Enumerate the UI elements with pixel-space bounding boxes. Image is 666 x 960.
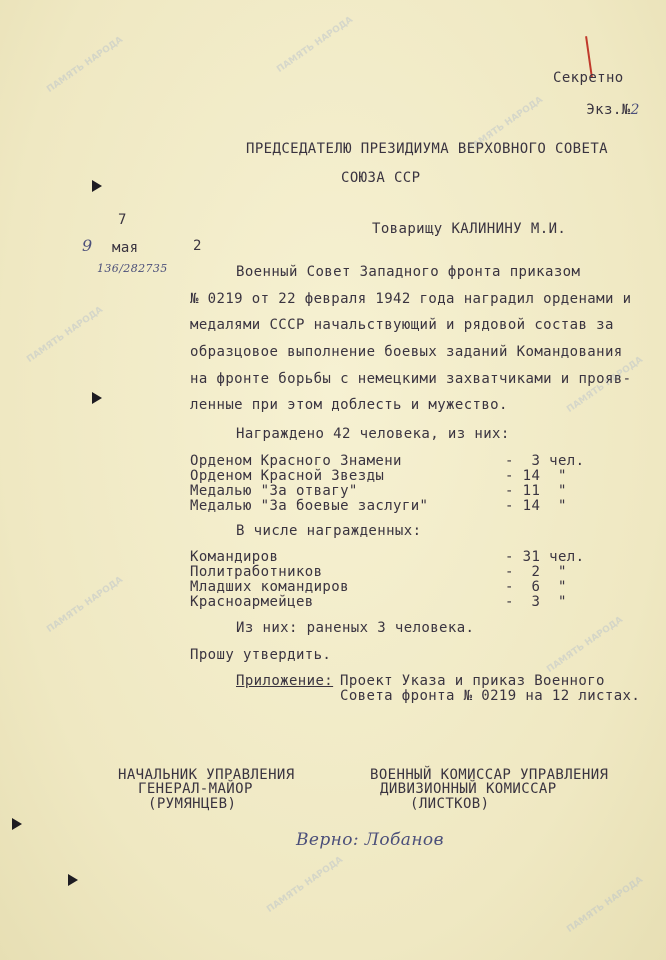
award-count: - 14 "	[505, 498, 567, 514]
award-count: - 14 "	[505, 468, 567, 484]
punch-hole-icon	[12, 818, 22, 830]
punch-hole-icon	[92, 392, 102, 404]
rank-count: - 6 "	[505, 579, 567, 595]
handwritten-certification: Верно: Лобанов	[296, 830, 444, 850]
body-line: медалями СССР начальствующий и рядовой состав за	[190, 317, 614, 333]
signature-left-line: ГЕНЕРАЛ-МАЙОР	[138, 781, 253, 797]
award-label: Орденом Красной Звезды	[190, 468, 385, 484]
addressee-name: Товарищу КАЛИНИНУ М.И.	[372, 221, 567, 237]
watermark: ПАМЯТЬ НАРОДА	[25, 305, 105, 365]
attachment-label: Приложение:	[236, 673, 334, 689]
date-day: 7	[118, 212, 127, 228]
punch-hole-icon	[92, 180, 102, 192]
body-line: образцовое выполнение боевых заданий Командования	[190, 344, 623, 360]
signature-left-line: (РУМЯНЦЕВ)	[148, 796, 237, 812]
request-line: Прошу утвердить.	[190, 647, 332, 663]
body-line: на фронте борьбы с немецкими захватчиками и прояв-	[190, 371, 632, 387]
signature-right-line: (ЛИСТКОВ)	[410, 796, 490, 812]
body-line: Военный Совет Западного фронта приказом	[236, 264, 581, 280]
attachment-line-2: Совета фронта № 0219 на 12 листах.	[340, 688, 641, 704]
watermark: ПАМЯТЬ НАРОДА	[275, 15, 355, 75]
rank-count: - 2 "	[505, 564, 567, 580]
rank-count: - 3 "	[505, 594, 567, 610]
watermark: ПАМЯТЬ НАРОДА	[45, 575, 125, 635]
copy-number-label: Экз.№2	[586, 102, 640, 118]
addressee-line-1: ПРЕДСЕДАТЕЛЮ ПРЕЗИДИУМА ВЕРХОВНОГО СОВЕТА	[246, 141, 608, 157]
signature-right-line: ВОЕННЫЙ КОМИССАР УПРАВЛЕНИЯ	[370, 767, 609, 783]
rank-label: Командиров	[190, 549, 279, 565]
registration-number: 136/282735	[97, 262, 168, 275]
body-line: ленные при этом доблесть и мужество.	[190, 397, 508, 413]
rank-count: - 31 чел.	[505, 549, 585, 565]
award-count: - 3 чел.	[505, 453, 585, 469]
awarded-intro: Награждено 42 человека, из них:	[236, 426, 510, 442]
award-label: Орденом Красного Знамени	[190, 453, 402, 469]
date-month: мая	[112, 240, 139, 256]
date-year: 2	[193, 238, 202, 254]
date-day-handwritten: 9	[82, 236, 93, 255]
secret-stamp: Секретно	[553, 70, 624, 86]
award-count: - 11 "	[505, 483, 567, 499]
award-label: Медалью "За боевые заслуги"	[190, 498, 429, 514]
watermark: ПАМЯТЬ НАРОДА	[45, 35, 125, 95]
signature-right-line: ДИВИЗИОННЫЙ КОМИССАР	[380, 781, 557, 797]
watermark: ПАМЯТЬ НАРОДА	[545, 615, 625, 675]
attachment-line-1: Проект Указа и приказ Военного	[340, 673, 605, 689]
wounded-line: Из них: раненых 3 человека.	[236, 620, 475, 636]
award-label: Медалью "За отвагу"	[190, 483, 358, 499]
watermark: ПАМЯТЬ НАРОДА	[565, 875, 645, 935]
rank-label: Красноармейцев	[190, 594, 314, 610]
rank-label: Политработников	[190, 564, 323, 580]
watermark: ПАМЯТЬ НАРОДА	[265, 855, 345, 915]
body-line: № 0219 от 22 февраля 1942 года наградил орденами и	[190, 291, 632, 307]
watermark: ПАМЯТЬ НАРОДА	[565, 355, 645, 415]
rank-label: Младших командиров	[190, 579, 349, 595]
watermark: ПАМЯТЬ НАРОДА	[465, 95, 545, 155]
punch-hole-icon	[68, 874, 78, 886]
signature-left-line: НАЧАЛЬНИК УПРАВЛЕНИЯ	[118, 767, 295, 783]
among-intro: В числе награжденных:	[236, 523, 422, 539]
copy-number: 2	[630, 102, 640, 118]
addressee-line-2: СОЮЗА ССР	[341, 170, 421, 186]
